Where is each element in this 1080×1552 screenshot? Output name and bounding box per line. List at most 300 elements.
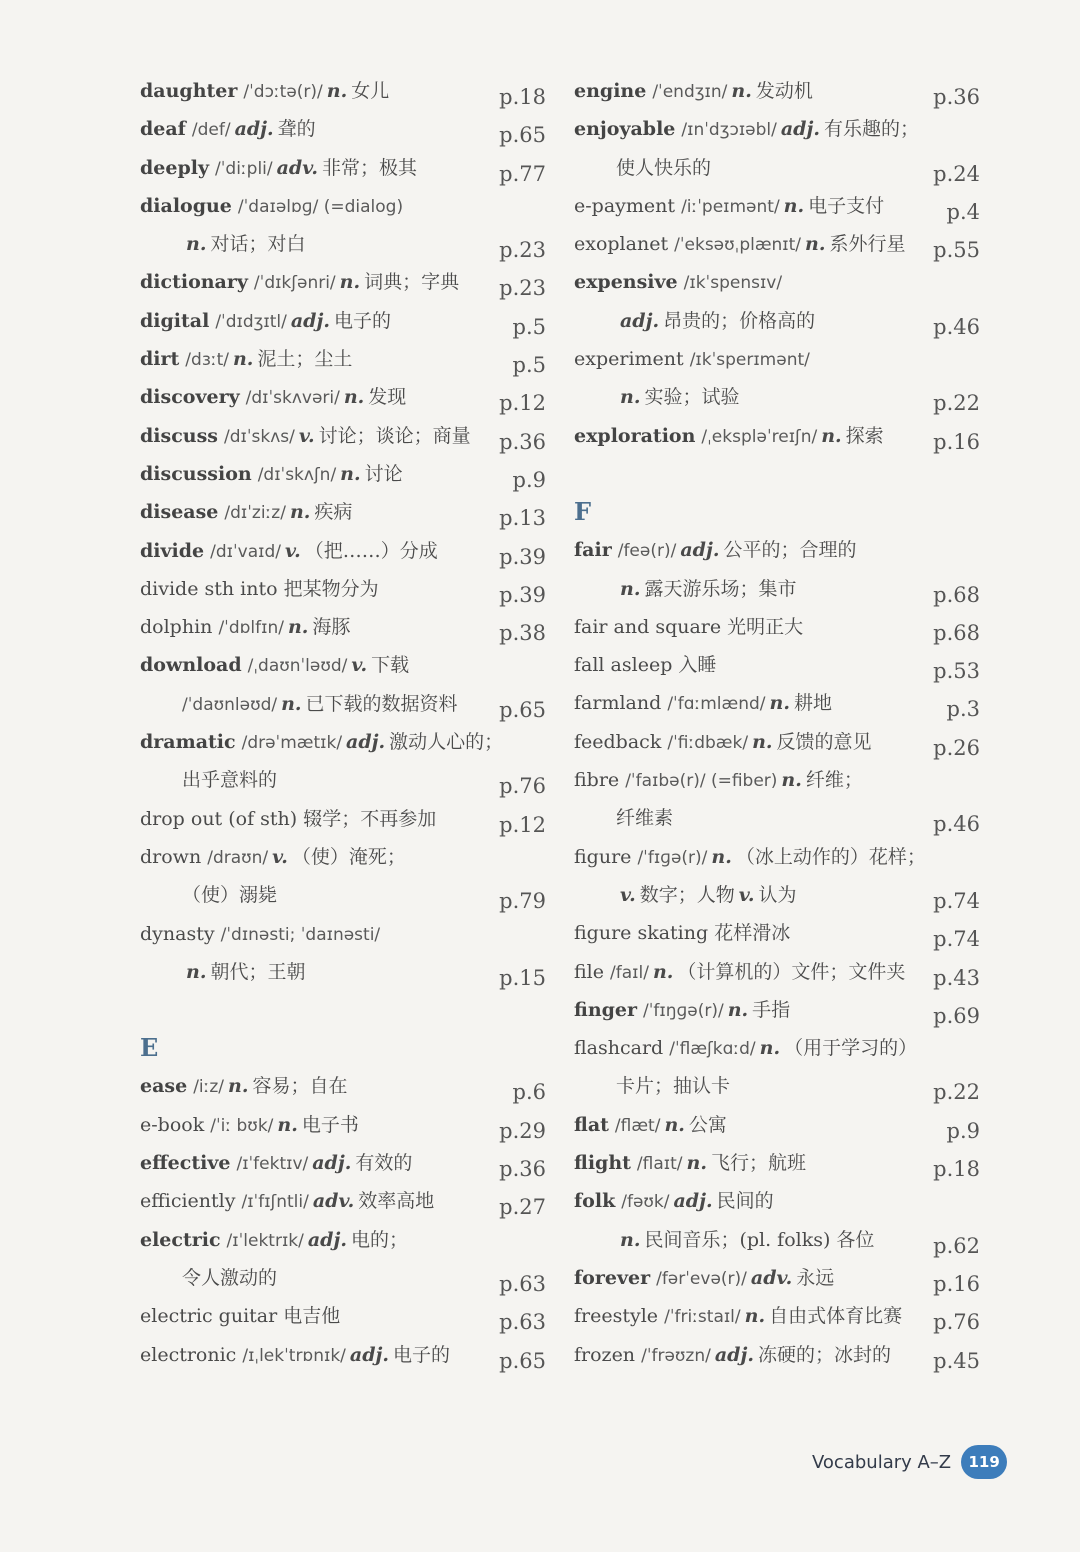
part-of-speech: n. (821, 424, 842, 447)
chinese-definition: 公平的；合理的 (723, 539, 857, 562)
chinese-definition: 认为 (758, 883, 797, 906)
chinese-definition: 系外行星 (829, 233, 906, 256)
chinese-definition: 电吉他 (283, 1305, 341, 1328)
vocab-entry (140, 570, 552, 608)
headword: flight (574, 1152, 631, 1175)
headword-plain: fibre (574, 769, 626, 792)
column-gap (140, 991, 552, 1029)
headword: enjoyable (574, 118, 676, 141)
phonetic: /dɪˈvaɪd/ (210, 541, 281, 562)
part-of-speech: adj. (620, 309, 660, 332)
chinese-definition: 永远 (796, 1266, 835, 1289)
phonetic: /ˌdaʊnˈləʊd/ (247, 656, 348, 677)
page-reference: p.27 (499, 1195, 546, 1220)
part-of-speech: adj. (680, 539, 720, 562)
phonetic: /dɪˈskʌs/ (223, 426, 295, 447)
headword-plain: drop out (of sth) (140, 807, 304, 830)
headword: download (140, 654, 242, 677)
chinese-definition: 使人快乐的 (616, 156, 712, 179)
page-reference: p.26 (933, 735, 980, 760)
page-reference: p.74 (933, 888, 980, 913)
page-reference: p.18 (499, 85, 546, 109)
chinese-definition: 疾病 (314, 501, 353, 524)
chinese-definition: 花样滑冰 (714, 922, 791, 945)
vocab-entry (574, 263, 986, 301)
part-of-speech: n. (781, 769, 802, 792)
phonetic: /flæt/ (614, 1115, 661, 1136)
part-of-speech: n. (752, 730, 773, 753)
entry-continuation (574, 1067, 986, 1105)
page-reference: p.15 (499, 965, 546, 990)
headword: folk (574, 1190, 616, 1213)
vocab-entry (574, 953, 986, 991)
headword-plain: flashcard (574, 1037, 670, 1060)
entry-continuation (140, 685, 552, 723)
chinese-definition: 飞行；航班 (710, 1152, 806, 1175)
headword: disease (140, 501, 219, 524)
headword: exploration (574, 424, 696, 447)
chinese-definition: 海豚 (312, 616, 351, 639)
phonetic: /feə(r)/ (617, 541, 677, 562)
phonetic: /ˈflæʃkɑːd/ (669, 1039, 756, 1060)
part-of-speech: n. (731, 80, 752, 102)
phonetic: /drəˈmætɪk/ (241, 733, 343, 754)
page-reference: p.23 (499, 238, 546, 263)
page-reference: p.79 (499, 889, 546, 914)
chinese-definition: 女儿 (351, 80, 390, 102)
vocab-entry (574, 340, 986, 378)
chinese-definition: （把……）分成 (304, 539, 438, 562)
vocab-entry (574, 1029, 986, 1067)
section-letter: E (140, 1033, 159, 1063)
part-of-speech: adj. (349, 1343, 389, 1366)
phonetic: /ˈdaʊnləʊd/ (182, 694, 278, 715)
headword: deaf (140, 118, 186, 141)
part-of-speech: n. (326, 80, 348, 102)
headword: digital (140, 309, 210, 332)
part-of-speech: n. (340, 462, 361, 485)
vocab-entry (140, 493, 552, 531)
part-of-speech: n. (186, 233, 207, 256)
headword: discussion (140, 462, 252, 485)
vocab-entry (140, 915, 552, 953)
phonetic: /ˈdaɪəlɒɡ/ (=dialog) (237, 196, 404, 217)
part-of-speech: adj. (234, 118, 274, 141)
entry-continuation (574, 799, 986, 837)
right-column (574, 72, 986, 1374)
headword: fair (574, 539, 612, 562)
part-of-speech: adj. (673, 1190, 713, 1213)
phonetic: /ɪˈlektrɪk/ (226, 1230, 304, 1251)
part-of-speech: v. (284, 539, 301, 562)
page-reference: p.12 (499, 391, 546, 416)
headword-plain: figure (574, 845, 638, 868)
vocab-entry (140, 302, 552, 340)
vocab-entry (574, 1182, 986, 1220)
part-of-speech: adv. (276, 156, 318, 179)
page-number-badge: 119 (961, 1445, 1007, 1479)
headword: effective (140, 1152, 231, 1175)
chinese-definition: 效率高地 (358, 1190, 435, 1213)
page-reference: p.68 (933, 620, 980, 645)
vocab-entry (140, 417, 552, 455)
phonetic: /ˈdɒlfɪn/ (218, 618, 284, 639)
chinese-definition: 入睡 (678, 654, 717, 677)
page-reference: p.46 (933, 812, 980, 837)
headword: discovery (140, 386, 240, 409)
headword-plain: freestyle (574, 1305, 665, 1328)
chinese-definition: 有效的 (355, 1152, 413, 1175)
phonetic: /ˈdɪnəsti; ˈdaɪnəsti/ (220, 924, 381, 945)
chinese-definition: 讨论 (364, 462, 403, 485)
entry-continuation (574, 876, 986, 914)
phonetic: /fərˈevə(r)/ (656, 1268, 747, 1289)
headword-plain: experiment (574, 348, 690, 371)
page-reference: p.55 (933, 238, 980, 263)
entry-continuation (140, 876, 552, 914)
part-of-speech: n. (727, 998, 749, 1021)
vocab-entry (574, 1106, 986, 1144)
page-reference: p.76 (933, 1310, 980, 1335)
phonetic: /ˈfiːdbæk/ (667, 732, 749, 753)
vocab-entry (140, 1221, 552, 1259)
phonetic: /ˈiː bʊk/ (210, 1115, 274, 1136)
vocab-entry (574, 72, 986, 110)
page-reference: p.3 (946, 697, 980, 722)
chinese-definition: 纤维素 (616, 807, 674, 830)
vocab-entry (140, 263, 552, 301)
headword: dialogue (140, 194, 232, 217)
chinese-definition: 手指 (752, 998, 791, 1021)
chinese-definition: 激动人心的； (389, 731, 504, 754)
chinese-definition: 讨论；谈论；商量 (318, 424, 471, 447)
entry-continuation (140, 1259, 552, 1297)
phonetic: /iːˈpeɪmənt/ (681, 196, 780, 217)
part-of-speech: v. (272, 845, 288, 868)
page-reference: p.63 (499, 1271, 546, 1296)
vocab-entry (140, 340, 552, 378)
phonetic: /ɪnˈdʒɔɪəbl/ (681, 120, 777, 141)
chinese-definition: 数字；人物 (639, 883, 735, 906)
chinese-definition: 泥土；尘土 (257, 348, 353, 371)
vocab-entry (574, 225, 986, 263)
column-gap (574, 455, 986, 493)
left-column (140, 72, 552, 1374)
vocab-entry (574, 991, 986, 1029)
chinese-definition: 已下载的数据资料 (305, 692, 458, 715)
entry-continuation (574, 149, 986, 187)
chinese-definition: 耕地 (793, 692, 832, 715)
page-reference: p.69 (933, 1003, 980, 1028)
page-reference: p.16 (933, 1271, 980, 1296)
part-of-speech: n. (281, 692, 302, 715)
phonetic: /ˈdɪdʒɪtl/ (215, 311, 287, 332)
entry-continuation (140, 761, 552, 799)
page-reference: p.36 (933, 85, 980, 109)
phonetic: /dɪˈziːz/ (224, 503, 286, 524)
chinese-definition: （使）淹死； (291, 845, 406, 868)
vocab-entry (140, 455, 552, 493)
headword: flat (574, 1113, 609, 1136)
page-reference: p.24 (933, 161, 980, 186)
phonetic: /ɪˈfektɪv/ (236, 1154, 309, 1175)
page-reference: p.22 (933, 1080, 980, 1105)
phonetic: /dɪˈskʌʃn/ (257, 464, 337, 485)
vocab-entry (574, 110, 986, 148)
chinese-definition: 对话；对白 (210, 233, 306, 256)
headword-plain: exoplanet (574, 233, 675, 256)
phonetic: /def/ (191, 120, 231, 141)
vocab-entry (574, 187, 986, 225)
part-of-speech: n. (759, 1037, 781, 1060)
page-reference: p.74 (933, 927, 980, 952)
headword-plain: electric guitar (140, 1305, 284, 1328)
headword-plain: efficiently (140, 1190, 242, 1213)
vocab-entry (574, 1144, 986, 1182)
vocab-entry (574, 608, 986, 646)
part-of-speech: adv. (312, 1190, 355, 1213)
phonetic: /ɪkˈspensɪv/ (683, 273, 783, 294)
chinese-definition: 露天游乐场；集市 (644, 577, 797, 600)
page-reference: p.18 (933, 1157, 980, 1182)
page-reference: p.36 (499, 429, 546, 454)
vocab-entry (574, 723, 986, 761)
headword-plain: e-book (140, 1113, 211, 1136)
chinese-definition: （计算机的）文件；文件夹 (677, 960, 906, 983)
part-of-speech: n. (339, 271, 361, 294)
chinese-definition: 非常；极其 (321, 156, 417, 179)
chinese-definition: 下载 (371, 654, 410, 677)
chinese-definition: 昂贵的；价格高的 (663, 309, 816, 332)
vocab-entry (140, 1336, 552, 1374)
chinese-definition: 纤维； (805, 769, 863, 792)
headword-plain: electronic (140, 1343, 243, 1366)
chinese-definition: 光明正大 (727, 615, 804, 638)
page-reference: p.65 (499, 697, 546, 722)
headword-plain: fair and square (574, 615, 728, 638)
page-reference: p.4 (946, 199, 980, 224)
headword: dramatic (140, 731, 236, 754)
vocab-entry (574, 417, 986, 455)
part-of-speech: n. (620, 386, 641, 409)
vocab-entry (140, 149, 552, 187)
chinese-definition: 辍学；不再参加 (303, 807, 437, 830)
footer-section-label: Vocabulary A–Z (812, 1451, 952, 1473)
page-reference: p.38 (499, 621, 546, 646)
headword: expensive (574, 271, 678, 294)
part-of-speech: adv. (750, 1266, 793, 1289)
page-reference: p.76 (499, 774, 546, 799)
chinese-definition: 发动机 (755, 80, 813, 102)
vocab-entry (140, 1144, 552, 1182)
chinese-definition: 反馈的意见 (776, 730, 872, 753)
page-reference: p.39 (499, 544, 546, 569)
vocab-entry (140, 723, 552, 761)
chinese-definition: 发现 (368, 386, 407, 409)
part-of-speech: n. (287, 616, 309, 639)
part-of-speech: n. (620, 1228, 641, 1251)
headword-plain: dolphin (140, 616, 219, 639)
chinese-definition: 出乎意料的 (182, 769, 278, 792)
vocab-entry (140, 1067, 552, 1105)
vocab-entry (140, 1106, 552, 1144)
chinese-definition: 电子的 (392, 1343, 450, 1366)
headword-plain: figure skating (574, 922, 715, 945)
page-reference: p.5 (512, 314, 546, 339)
headword: daughter (140, 80, 238, 102)
chinese-definition: 电子支付 (808, 194, 885, 217)
vocab-entry (140, 532, 552, 570)
headword: dictionary (140, 271, 248, 294)
vocab-entry (140, 800, 552, 838)
chinese-definition: 词典；字典 (364, 271, 460, 294)
vocab-entry (574, 761, 986, 799)
headword: electric (140, 1228, 221, 1251)
vocab-entry (140, 72, 552, 110)
vocab-entry (140, 1297, 552, 1335)
part-of-speech: n. (343, 386, 365, 409)
chinese-definition: 令人激动的 (182, 1266, 278, 1289)
chinese-definition: 容易；自在 (252, 1075, 348, 1098)
headword-plain: dynasty (140, 922, 221, 945)
page-reference: p.22 (933, 391, 980, 416)
vocab-entry (140, 110, 552, 148)
phonetic: /ɪˈfɪʃntli/ (241, 1192, 309, 1213)
vocab-entry (574, 914, 986, 952)
page-reference: p.16 (933, 429, 980, 454)
page-reference: p.62 (933, 1233, 980, 1258)
phonetic: /ˈfrəʊzn/ (641, 1345, 711, 1366)
phonetic: /ˈendʒɪn/ (652, 82, 728, 102)
vocab-entry (140, 187, 552, 225)
vocab-entry (140, 838, 552, 876)
page-reference: p.65 (499, 1348, 546, 1373)
vocab-entry (574, 1336, 986, 1374)
page-reference: p.39 (499, 582, 546, 607)
entry-continuation (574, 570, 986, 608)
part-of-speech: n. (686, 1152, 707, 1175)
phonetic: /ˈdɪkʃənri/ (253, 273, 336, 294)
entry-continuation (140, 953, 552, 991)
phonetic: /ˈfɪŋɡə(r)/ (643, 1000, 724, 1021)
chinese-definition: 公寓 (688, 1113, 727, 1136)
vocab-entry (574, 838, 986, 876)
chinese-definition: 冻硬的；冰封的 (757, 1343, 891, 1366)
part-of-speech: n. (783, 194, 805, 217)
phonetic: /ˈdiːpli/ (215, 158, 273, 179)
phonetic: /ˈeksəʊˌplænɪt/ (674, 235, 802, 256)
headword-plain: divide sth into (140, 577, 284, 600)
part-of-speech: n. (232, 348, 254, 371)
phonetic: /ˈfriːstaɪl/ (664, 1307, 741, 1328)
phonetic: /dɪˈskʌvəri/ (245, 388, 340, 409)
part-of-speech: n. (228, 1075, 249, 1098)
part-of-speech: n. (664, 1113, 685, 1136)
headword-plain: e-payment (574, 194, 682, 217)
phonetic: /dɜːt/ (185, 350, 229, 371)
page-reference: p.23 (499, 276, 546, 301)
page-reference: p.45 (933, 1348, 980, 1373)
page-reference: p.5 (512, 353, 546, 378)
phonetic: /faɪl/ (610, 962, 649, 983)
part-of-speech: adj. (780, 118, 820, 141)
headword: deeply (140, 156, 210, 179)
phonetic: /ˈfɑːmlænd/ (667, 694, 766, 715)
vocab-entry (140, 378, 552, 416)
phonetic: /ɪˌlekˈtrɒnɪk/ (242, 1345, 346, 1366)
page-reference: p.77 (499, 161, 546, 186)
phonetic: /iːz/ (193, 1077, 225, 1098)
headword: forever (574, 1266, 651, 1289)
chinese-definition: （冰上动作的）花样； (735, 845, 926, 868)
vocab-entry (140, 608, 552, 646)
part-of-speech: n. (620, 577, 641, 600)
chinese-definition: 电的； (350, 1228, 408, 1251)
entry-continuation (140, 225, 552, 263)
part-of-speech: n. (289, 501, 311, 524)
part-of-speech: adj. (714, 1343, 754, 1366)
entry-continuation (574, 378, 986, 416)
vocab-entry (574, 646, 986, 684)
vocab-entry (574, 1297, 986, 1335)
chinese-definition: 探索 (845, 424, 884, 447)
page-reference: p.65 (499, 123, 546, 148)
phonetic: /draʊn/ (207, 847, 269, 868)
page-reference: p.29 (499, 1118, 546, 1143)
part-of-speech: n. (277, 1113, 298, 1136)
headword: finger (574, 998, 638, 1021)
chinese-definition: （用于学习的） (784, 1037, 918, 1060)
part-of-speech: n. (711, 845, 732, 868)
entry-continuation (574, 302, 986, 340)
chinese-definition: 电子的 (333, 309, 391, 332)
headword: dirt (140, 348, 180, 371)
vocab-entry (574, 531, 986, 569)
chinese-definition: 朝代；王朝 (210, 960, 306, 983)
page-reference: p.68 (933, 582, 980, 607)
page-reference: p.9 (512, 467, 546, 492)
part-of-speech: v. (298, 424, 315, 447)
headword-plain: farmland (574, 692, 668, 715)
headword: engine (574, 80, 647, 102)
phonetic: /ˌekspləˈreɪʃn/ (701, 426, 818, 447)
part-of-speech: adj. (312, 1152, 352, 1175)
phonetic: /fəʊk/ (621, 1192, 670, 1213)
page-reference: p.46 (933, 314, 980, 339)
chinese-definition: 民间的 (716, 1190, 774, 1213)
part-of-speech: adj. (307, 1228, 347, 1251)
part-of-speech: n. (186, 960, 207, 983)
part-of-speech: n. (769, 692, 790, 715)
chinese-definition: 电子书 (301, 1113, 359, 1136)
page-reference: p.13 (499, 506, 546, 531)
phonetic: /ˈfɪɡə(r)/ (637, 847, 708, 868)
part-of-speech: v. (620, 883, 636, 906)
part-of-speech: n. (744, 1305, 766, 1328)
headword: discuss (140, 424, 218, 447)
entry-continuation (574, 1221, 986, 1259)
vocab-entry (574, 1259, 986, 1297)
part-of-speech: adj. (346, 731, 386, 754)
headword: ease (140, 1075, 188, 1098)
part-of-speech: adj. (290, 309, 330, 332)
page-reference: p.63 (499, 1310, 546, 1335)
part-of-speech: n. (805, 233, 826, 256)
headword-plain: feedback (574, 730, 668, 753)
page-footer (812, 1444, 1007, 1480)
page-reference: p.12 (499, 812, 546, 837)
chinese-definition: 自由式体育比赛 (769, 1305, 903, 1328)
